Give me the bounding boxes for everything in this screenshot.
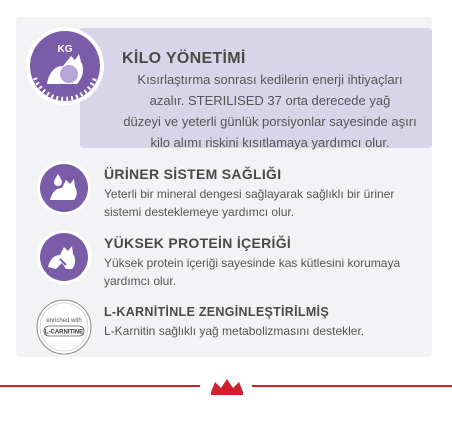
desc-line: azalır. STERILISED 37 orta derecede yağ	[149, 93, 391, 108]
desc-line: Yüksek protein içeriği sayesinde kas kütlesini korumaya	[104, 256, 401, 270]
desc-line: düzeyi ve yeterli günlük porsiyonlar sayesinde aşırı	[123, 114, 417, 129]
feature-desc-weight	[110, 69, 430, 153]
desc-line: yardımcı olur.	[104, 274, 177, 288]
muscle-cat-icon	[36, 229, 92, 285]
desc-line: Kısırlaştırma sonrası kedilerin enerji ihtiyaçları	[137, 72, 403, 87]
feature-title-weight: KİLO YÖNETİMİ	[122, 50, 246, 67]
badge-kg-text: KG	[57, 44, 73, 55]
badge-carnitine-text: L-CARNITINE	[44, 329, 84, 336]
feature-title-protein: YÜKSEK PROTEİN İÇERİĞİ	[104, 235, 292, 251]
desc-line: sistemi desteklemeye yardımcı olur.	[104, 205, 295, 219]
feature-title-carnitine: L-KARNİTİNLE ZENGİNLEŞTİRİLMİŞ	[104, 305, 329, 319]
feature-desc-urinary	[104, 185, 394, 221]
desc-line: Yeterli bir mineral dengesi sağlayarak sağlıklı bir üriner	[104, 187, 395, 201]
l-carnitine-badge-icon	[36, 299, 92, 355]
badge-enriched-text: enriched with	[46, 318, 82, 324]
feature-desc-protein	[104, 254, 400, 290]
feature-desc-carnitine	[104, 322, 364, 340]
urinary-cat-icon	[36, 160, 92, 216]
kg-weight-cat-icon	[25, 26, 105, 106]
footer-red-line-left	[0, 385, 200, 387]
feature-title-urinary: ÜRİNER SİSTEM SAĞLIĞI	[104, 166, 282, 182]
footer-red-line-right	[252, 385, 452, 387]
royal-canin-crown-icon	[207, 376, 247, 401]
desc-line: kilo alımı riskini kısıtlamaya yardımcı olur.	[150, 135, 390, 150]
desc-line: L-Karnitin sağlıklı yağ metabolizmasını destekler.	[104, 324, 365, 338]
